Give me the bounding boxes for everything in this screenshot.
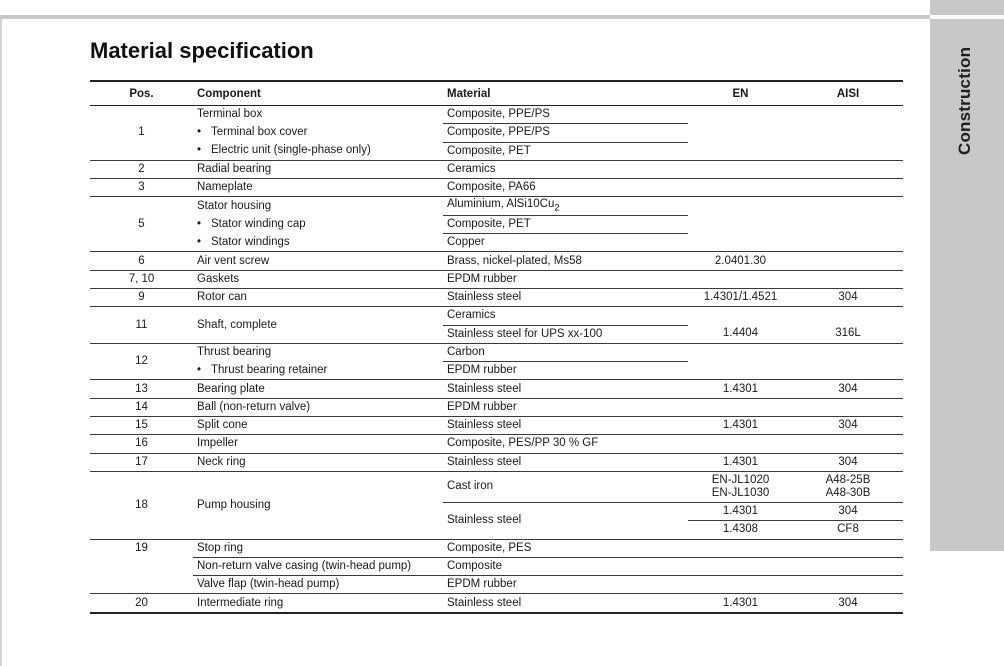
en-cell: 1.4308	[688, 521, 793, 539]
component-cell: • Stator windings	[193, 234, 443, 252]
aisi-cell: 316L	[793, 325, 903, 343]
component-cell: Bearing plate	[193, 380, 443, 398]
component-cell: • Terminal box cover	[193, 124, 443, 142]
aisi-cell	[793, 124, 903, 142]
aisi-cell	[793, 252, 903, 270]
aisi-cell: 304	[793, 417, 903, 435]
table-row	[90, 576, 903, 594]
aisi-value: A48-25B	[825, 473, 871, 486]
table-header-row	[90, 81, 903, 106]
aisi-cell	[793, 435, 903, 453]
header-pos: Pos.	[90, 81, 193, 106]
en-cell	[688, 398, 793, 416]
material-cell: Brass, nickel-plated, Ms58	[443, 252, 688, 270]
en-cell: 1.4301/1.4521	[688, 288, 793, 306]
material-cell: EPDM rubber	[443, 270, 688, 288]
table-row	[90, 362, 903, 380]
aisi-cell	[793, 270, 903, 288]
table-row	[90, 252, 903, 270]
table-row	[90, 124, 903, 142]
table-row	[90, 288, 903, 306]
header-material: Material	[443, 81, 688, 106]
en-cell	[688, 471, 793, 502]
en-cell: 1.4301	[688, 417, 793, 435]
pos-cell	[90, 576, 193, 594]
component-cell: Nameplate	[193, 179, 443, 197]
aisi-cell: 304	[793, 288, 903, 306]
material-cell	[443, 197, 688, 215]
aisi-cell: 304	[793, 594, 903, 613]
table-row	[90, 234, 903, 252]
component-cell: Split cone	[193, 417, 443, 435]
left-rule	[0, 19, 2, 666]
aisi-cell	[793, 539, 903, 557]
component-cell: Valve flap (twin-head pump)	[193, 576, 443, 594]
material-cell: Composite, PPE/PS	[443, 106, 688, 124]
aisi-cell	[793, 362, 903, 380]
aisi-cell: 304	[793, 380, 903, 398]
material-subscript: 2	[554, 202, 560, 214]
pos-cell: 2	[90, 160, 193, 178]
aisi-cell	[793, 234, 903, 252]
table-row	[90, 539, 903, 557]
table-row	[90, 435, 903, 453]
header-aisi: AISI	[793, 81, 903, 106]
en-cell	[688, 576, 793, 594]
material-cell: Stainless steel	[443, 380, 688, 398]
table-row	[90, 398, 903, 416]
en-cell	[688, 362, 793, 380]
component-cell: Thrust bearing	[197, 346, 272, 359]
en-value: EN-JL1030	[711, 486, 770, 499]
component-cell: • Thrust bearing retainer	[193, 362, 443, 380]
material-cell: Cast iron	[443, 471, 688, 502]
en-cell: 1.4301	[688, 594, 793, 613]
en-cell: 1.4301	[688, 380, 793, 398]
pos-cell: 7, 10	[90, 270, 193, 288]
material-cell: Copper	[443, 234, 688, 252]
table-row	[90, 197, 903, 215]
pos-cell: 17	[90, 453, 193, 471]
pos-cell: 6	[90, 252, 193, 270]
pos-cell	[90, 557, 193, 575]
pos-cell: 9	[90, 288, 193, 306]
table-row	[90, 270, 903, 288]
aisi-cell	[793, 576, 903, 594]
component-cell: Impeller	[193, 435, 443, 453]
aisi-cell	[793, 471, 903, 502]
table-row	[90, 106, 903, 124]
table-row	[90, 142, 903, 160]
en-cell: 2.0401.30	[688, 252, 793, 270]
aisi-cell	[793, 160, 903, 178]
material-cell: Stainless steel for UPS xx-100	[443, 325, 688, 343]
en-cell	[688, 124, 793, 142]
top-rule	[0, 15, 930, 19]
material-cell: Stainless steel	[443, 594, 688, 613]
component-cell: Rotor can	[193, 288, 443, 306]
aisi-cell	[793, 197, 903, 215]
pos-cell: 16	[90, 435, 193, 453]
component-cell: • Electric unit (single-phase only)	[193, 142, 443, 160]
material-cell: EPDM rubber	[443, 362, 688, 380]
en-cell	[688, 539, 793, 557]
pos-cell: 15	[90, 417, 193, 435]
aisi-cell: 304	[793, 453, 903, 471]
en-cell	[688, 307, 793, 325]
component-cell: Terminal box	[197, 108, 263, 121]
aisi-cell: 304	[793, 502, 903, 520]
pos-cell: 20	[90, 594, 193, 613]
en-cell	[688, 179, 793, 197]
component-cell: Gaskets	[193, 270, 443, 288]
aisi-cell: CF8	[793, 521, 903, 539]
pos-cell: 3	[90, 179, 193, 197]
page-title: Material specification	[90, 38, 314, 63]
material-cell: Carbon	[443, 343, 688, 361]
component-cell: Pump housing	[193, 471, 443, 539]
en-cell: 1.4301	[688, 453, 793, 471]
component-cell: Stop ring	[193, 539, 443, 557]
table-row	[90, 557, 903, 575]
aisi-cell	[793, 307, 903, 325]
pos-cell: 14	[90, 398, 193, 416]
material-cell: Stainless steel	[443, 502, 688, 539]
material-cell: Composite, PA66	[443, 179, 688, 197]
material-base-text: Aluminium, AlSi10Cu	[447, 197, 555, 210]
aisi-cell	[793, 557, 903, 575]
component-cell: • Stator winding cap	[193, 215, 443, 233]
en-cell	[688, 435, 793, 453]
material-cell: Composite, PES	[443, 539, 688, 557]
component-cell: Non-return valve casing (twin-head pump)	[193, 557, 443, 575]
table-row	[90, 179, 903, 197]
table-row	[90, 160, 903, 178]
aisi-cell	[793, 215, 903, 233]
en-cell	[688, 557, 793, 575]
pos-cell: 11	[90, 307, 193, 344]
component-cell: Shaft, complete	[193, 307, 443, 344]
aisi-cell	[793, 343, 903, 361]
pos-cell: 5	[90, 197, 193, 252]
aisi-cell	[793, 398, 903, 416]
en-cell	[688, 106, 793, 124]
pos-cell: 1	[90, 106, 193, 161]
material-spec-table	[90, 80, 903, 614]
en-cell	[688, 160, 793, 178]
aisi-cell	[793, 106, 903, 124]
aisi-value: A48-30B	[825, 486, 871, 499]
table-row	[90, 307, 903, 325]
material-cell: EPDM rubber	[443, 398, 688, 416]
table-row	[90, 380, 903, 398]
material-cell: Composite, PES/PP 30 % GF	[443, 435, 688, 453]
en-cell	[688, 197, 793, 215]
material-cell: Stainless steel	[443, 288, 688, 306]
pos-cell: 18	[90, 471, 193, 539]
material-cell: Composite, PPE/PS	[443, 124, 688, 142]
material-cell: Stainless steel	[443, 453, 688, 471]
component-cell: Radial bearing	[193, 160, 443, 178]
en-cell	[688, 215, 793, 233]
aisi-cell	[793, 142, 903, 160]
en-cell	[688, 234, 793, 252]
component-cell: Stator housing	[197, 199, 272, 212]
header-component: Component	[193, 81, 443, 106]
material-cell: EPDM rubber	[443, 576, 688, 594]
component-cell: Intermediate ring	[193, 594, 443, 613]
header-en: EN	[688, 81, 793, 106]
en-cell: 1.4404	[688, 325, 793, 343]
component-cell: Air vent screw	[193, 252, 443, 270]
tab-cap	[930, 15, 1004, 19]
en-cell	[688, 270, 793, 288]
table-row	[90, 343, 903, 361]
table-row	[90, 453, 903, 471]
material-cell: Ceramics	[443, 160, 688, 178]
table-row	[90, 215, 903, 233]
material-cell: Composite, PET	[443, 142, 688, 160]
pos-cell: 12	[90, 343, 193, 380]
material-cell: Ceramics	[443, 307, 688, 325]
en-cell	[688, 142, 793, 160]
table-row	[90, 594, 903, 613]
pos-cell: 19	[135, 541, 148, 554]
section-tab[interactable]	[930, 0, 1004, 551]
component-cell: Ball (non-return valve)	[193, 398, 443, 416]
en-cell	[688, 343, 793, 361]
material-cell: Composite	[443, 557, 688, 575]
table-row	[90, 471, 903, 502]
component-cell: Neck ring	[193, 453, 443, 471]
section-tab-label: Construction	[955, 46, 974, 155]
en-cell: 1.4301	[688, 502, 793, 520]
table-row	[90, 417, 903, 435]
aisi-cell	[793, 179, 903, 197]
pos-cell: 13	[90, 380, 193, 398]
material-cell: Stainless steel	[443, 417, 688, 435]
material-cell: Composite, PET	[443, 215, 688, 233]
en-value: EN-JL1020	[711, 473, 770, 486]
